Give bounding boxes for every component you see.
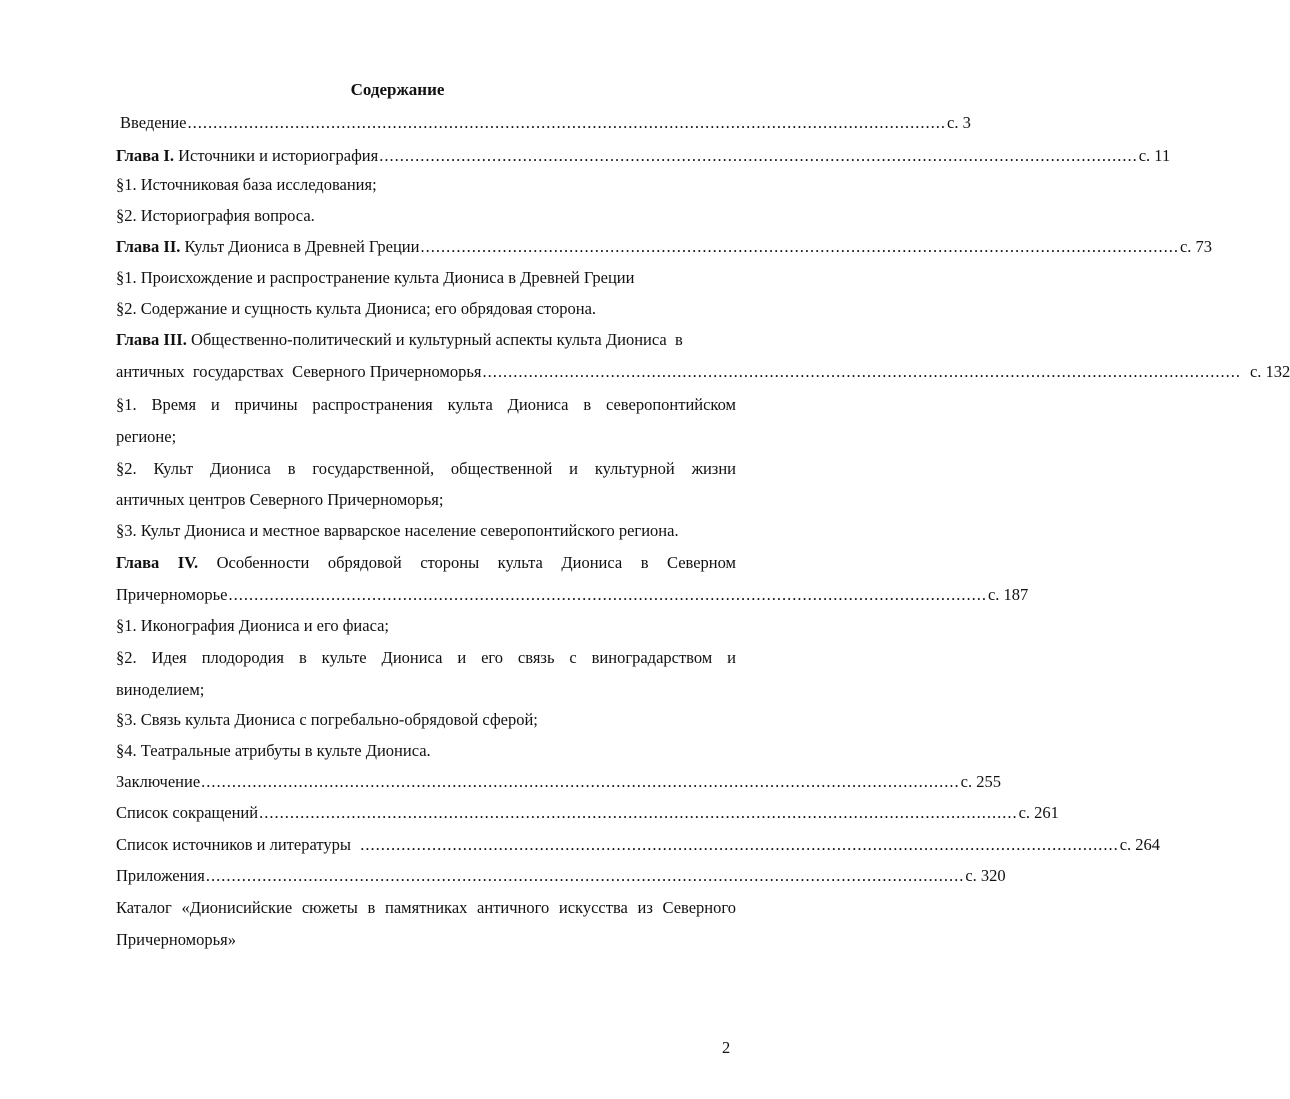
toc-entry-text: Причерноморье — [116, 585, 228, 604]
leader-dots: .................................................................................................................................................... — [201, 772, 960, 791]
toc-entry-chapter-1 — [116, 145, 1171, 167]
toc-entry-text: Заключение — [116, 772, 201, 791]
toc-page-ref: с. 3 — [947, 113, 971, 132]
toc-entry-chapter-3-cont — [116, 361, 1290, 383]
toc-entry-catalog: Каталог «Дионисийские сюжеты в памятниках античного искусства из Северного — [116, 898, 736, 917]
leader-dots: .................................................................................................................................................... — [187, 113, 947, 132]
toc-section: §4. Театральные атрибуты в культе Диониса. — [116, 741, 431, 760]
toc-entry-abbreviations — [116, 802, 1059, 824]
toc-page-ref: с. 11 — [1138, 146, 1171, 165]
toc-entry-text: Введение — [120, 113, 187, 132]
toc-entry-chapter-2 — [116, 236, 1213, 258]
toc-entry-text: Особенности обрядовой стороны культа Диониса в Северном — [198, 553, 736, 572]
toc-page-ref: с. 73 — [1179, 237, 1213, 256]
leader-dots: .................................................................................................................................................... — [379, 146, 1138, 165]
leader-dots: .................................................................................................................................................... — [259, 803, 1018, 822]
toc-page-ref: с. 264 — [1119, 835, 1161, 854]
toc-page-ref: с. 320 — [965, 866, 1006, 885]
toc-page-ref: с. 132 — [1249, 362, 1290, 381]
toc-entry-chapter-3 — [116, 329, 736, 351]
toc-section: §2. Историография вопроса. — [116, 206, 315, 225]
toc-entry-catalog-cont: Причерноморья» — [116, 930, 236, 949]
toc-section: §2. Содержание и сущность культа Диониса; его обрядовая сторона. — [116, 299, 597, 318]
chapter-label: Глава I. — [116, 146, 174, 165]
chapter-label: Глава III. — [116, 330, 187, 349]
toc-entry-chapter-4 — [116, 552, 736, 574]
toc-section: §1. Иконография Диониса и его фиаса; — [116, 616, 390, 635]
page-number: 2 — [722, 1038, 731, 1057]
toc-section: §1. Источниковая база исследования; — [116, 175, 377, 194]
toc-section: §2. Культ Диониса в государственной, общественной и культурной жизни — [116, 459, 736, 478]
leader-dots: .................................................................................................................................................... — [360, 835, 1119, 854]
toc-entry-text: Приложения — [116, 866, 205, 885]
toc-entry-text: Культ Диониса в Древней Греции — [180, 237, 420, 256]
toc-page-ref: с. 261 — [1018, 803, 1059, 822]
leader-dots: .................................................................................................................................................... — [482, 362, 1241, 381]
toc-section-cont: виноделием; — [116, 680, 205, 699]
leader-dots: .................................................................................................................................................... — [228, 585, 987, 604]
toc-section: §1. Время и причины распространения культа Диониса в северопонтийском — [116, 395, 736, 414]
page-title: Содержание — [350, 80, 445, 99]
toc-entry-text: Список сокращений — [116, 803, 259, 822]
toc-entry-sources — [116, 834, 1161, 856]
toc-section: §1. Происхождение и распространение культа Диониса в Древней Греции — [116, 268, 635, 287]
toc-section: §3. Культ Диониса и местное варварское население северопонтийского региона. — [116, 521, 679, 540]
chapter-label: Глава IV. — [116, 553, 199, 572]
toc-entry-chapter-4-cont — [116, 584, 1029, 606]
toc-entry-text: Список источников и литературы — [116, 835, 360, 854]
toc-entry-intro — [120, 112, 971, 134]
toc-section-cont: регионе; — [116, 427, 177, 446]
toc-entry-text: Общественно-политический и культурный аспекты культа Диониса в — [186, 330, 683, 349]
toc-page-ref: с. 187 — [987, 585, 1029, 604]
toc-section-cont: античных центров Северного Причерноморья; — [116, 490, 444, 509]
toc-section: §2. Идея плодородия в культе Диониса и его связь с виноградарством и — [116, 648, 736, 667]
leader-dots: .................................................................................................................................................... — [420, 237, 1179, 256]
chapter-label: Глава II. — [116, 237, 181, 256]
toc-entry-appendix — [116, 865, 1006, 887]
toc-entry-conclusion — [116, 771, 1001, 793]
toc-section: §3. Связь культа Диониса с погребально-обрядовой сферой; — [116, 710, 538, 729]
toc-entry-text: античных государствах Северного Причерноморья — [116, 362, 482, 381]
toc-page-ref: с. 255 — [960, 772, 1001, 791]
toc-entry-text: Источники и историография — [173, 146, 379, 165]
leader-dots: .................................................................................................................................................... — [205, 866, 965, 885]
